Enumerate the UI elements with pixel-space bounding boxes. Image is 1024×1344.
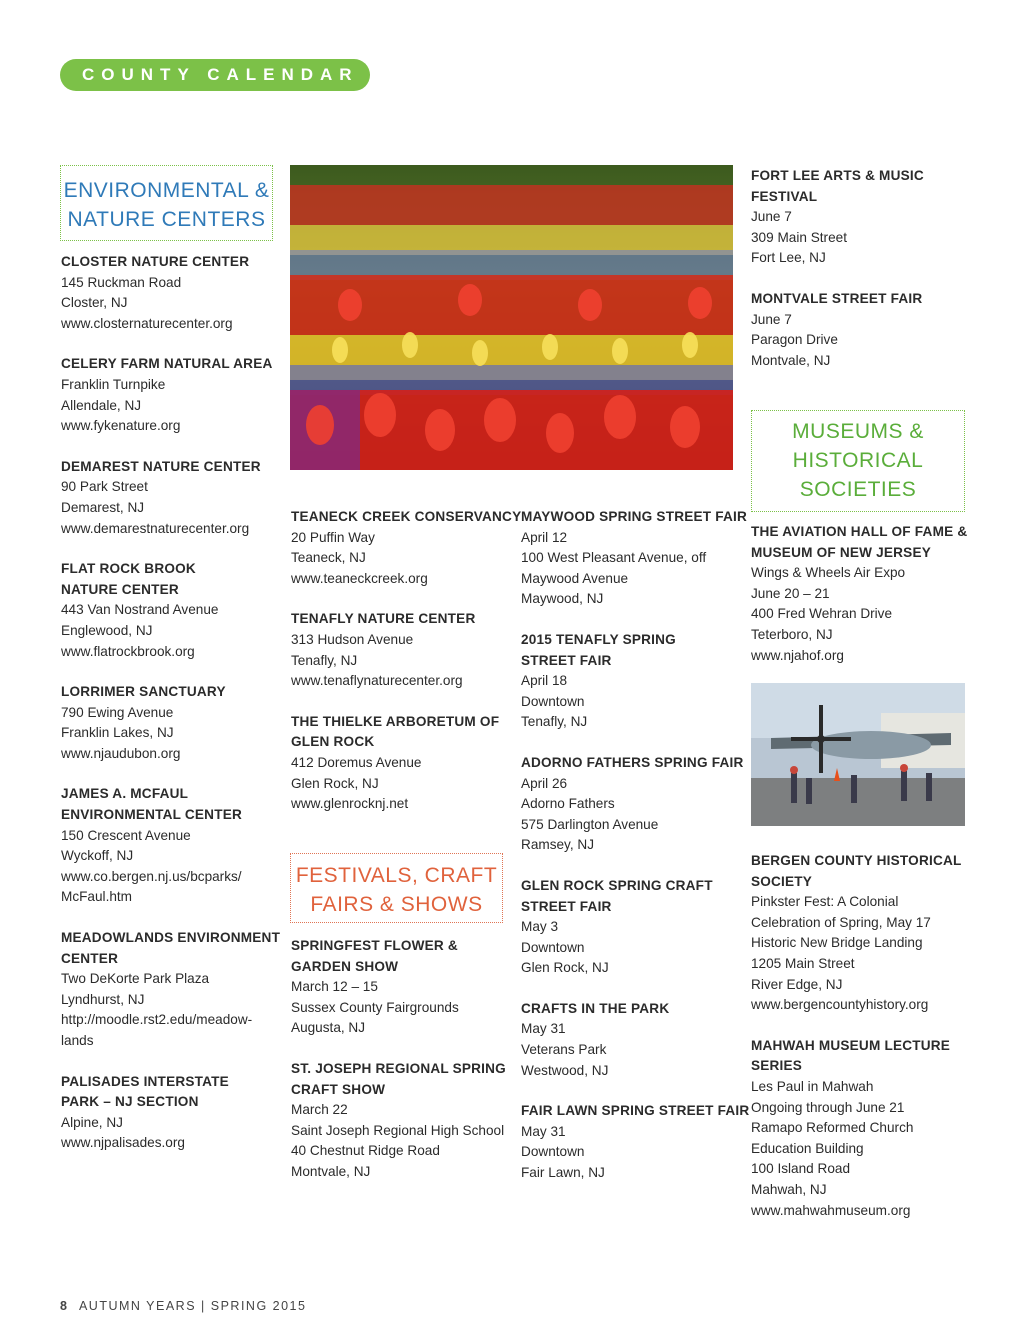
- entry-name: THE THIELKE ARBORETUM OF: [291, 713, 500, 729]
- entry-detail: April 26: [521, 775, 568, 791]
- entry-detail: 412 Doremus Avenue: [291, 754, 422, 770]
- entry-detail: 575 Darlington Avenue: [521, 816, 659, 832]
- entry-detail: Wyckoff, NJ: [61, 848, 134, 864]
- entry-website-link[interactable]: www.njaudubon.org: [61, 745, 181, 761]
- section-museums-historical-societies: [751, 410, 965, 512]
- entry-detail: Fair Lawn, NJ: [521, 1165, 605, 1181]
- entry-detail: June 7: [751, 311, 792, 327]
- entry-detail: Ramsey, NJ: [521, 837, 595, 853]
- entry-detail: 145 Ruckman Road: [61, 274, 182, 290]
- entry-website-link[interactable]: www.teaneckcreek.org: [291, 570, 428, 586]
- entry-detail: Demarest, NJ: [61, 499, 145, 515]
- entry-detail: March 12 – 15: [291, 979, 378, 995]
- entry-website-link[interactable]: www.demarestnaturecenter.org: [61, 520, 250, 536]
- entry-detail: Montvale, NJ: [751, 352, 831, 368]
- entry-detail: Teaneck, NJ: [291, 550, 366, 566]
- entry-detail: Englewood, NJ: [61, 622, 153, 638]
- section-title-line: FESTIVALS, CRAFT: [295, 864, 498, 887]
- county-calendar-banner: COUNTY CALENDAR: [60, 59, 370, 91]
- calendar-entry: [521, 630, 746, 733]
- entry-name: 2015 TENAFLY SPRING: [521, 631, 676, 647]
- tulip-garden-photo: [290, 165, 733, 470]
- entry-detail: Westwood, NJ: [521, 1062, 609, 1078]
- section-title-line: MUSEUMS &: [792, 420, 924, 443]
- entry-detail: Wings & Wheels Air Expo: [751, 565, 906, 581]
- calendar-entry: [751, 1036, 981, 1221]
- column-street-fairs: [521, 507, 750, 1204]
- entry-detail: Allendale, NJ: [61, 397, 142, 413]
- calendar-entry: [61, 682, 281, 764]
- entry-detail: 443 Van Nostrand Avenue: [61, 602, 219, 618]
- entry-detail: Ramapo Reformed Church: [751, 1120, 914, 1136]
- entry-name: FAIR LAWN SPRING STREET FAIR: [521, 1103, 750, 1119]
- entry-website-link[interactable]: www.njahof.org: [751, 647, 844, 663]
- entry-detail: Sussex County Fairgrounds: [291, 999, 459, 1015]
- entry-detail: Fort Lee, NJ: [751, 250, 826, 266]
- calendar-entry: [291, 609, 511, 691]
- entry-detail: Adorno Fathers: [521, 796, 615, 812]
- section-title-line: HISTORICAL: [792, 449, 924, 472]
- entry-detail: Augusta, NJ: [291, 1020, 366, 1036]
- entry-website-link[interactable]: www.fykenature.org: [61, 418, 181, 434]
- entry-detail: Veterans Park: [521, 1042, 607, 1058]
- calendar-entry: [61, 252, 281, 334]
- calendar-entry: [291, 712, 511, 815]
- entry-name: STREET FAIR: [521, 898, 612, 914]
- entry-name: DEMAREST NATURE CENTER: [61, 458, 261, 474]
- entry-name: CELERY FARM NATURAL AREA: [61, 356, 273, 372]
- entry-website-link[interactable]: www.co.bergen.nj.us/bcparks/: [61, 868, 242, 884]
- entry-detail: April 12: [521, 529, 568, 545]
- entry-detail: Two DeKorte Park Plaza: [61, 971, 210, 987]
- calendar-entry: [521, 1101, 750, 1183]
- entry-detail: Pinkster Fest: A Colonial: [751, 894, 899, 910]
- column-nature-continued: [291, 507, 522, 835]
- entry-name: CRAFTS IN THE PARK: [521, 1000, 670, 1016]
- entry-detail: May 31: [521, 1123, 566, 1139]
- entry-website-link[interactable]: www.closternaturecenter.org: [61, 315, 233, 331]
- entry-detail: Montvale, NJ: [291, 1163, 371, 1179]
- calendar-entry: [751, 289, 981, 371]
- entry-detail: 100 West Pleasant Avenue, off: [521, 550, 707, 566]
- column-historical: [751, 851, 981, 1241]
- entry-name: FLAT ROCK BROOK: [61, 561, 196, 577]
- entry-name: FORT LEE ARTS & MUSIC: [751, 168, 924, 183]
- calendar-entry: [291, 507, 522, 589]
- calendar-entry: [751, 522, 981, 666]
- entry-website-link[interactable]: www.bergencountyhistory.org: [751, 997, 929, 1013]
- entry-detail: Saint Joseph Regional High School: [291, 1122, 505, 1138]
- air-expo-photo: [751, 683, 965, 826]
- entry-detail: 150 Crescent Avenue: [61, 827, 191, 843]
- entry-detail: 400 Fred Wehran Drive: [751, 606, 893, 622]
- entry-detail: River Edge, NJ: [751, 976, 843, 992]
- entry-detail: Mahwah, NJ: [751, 1181, 827, 1197]
- entry-detail: Glen Rock, NJ: [291, 775, 379, 791]
- entry-name: ENVIRONMENTAL CENTER: [61, 807, 242, 823]
- entry-website-link[interactable]: www.tenaflynaturecenter.org: [291, 673, 463, 689]
- section-title-line: ENVIRONMENTAL &: [63, 179, 270, 202]
- entry-name: STREET FAIR: [521, 652, 612, 668]
- calendar-entry: [521, 999, 746, 1081]
- entry-name: MAHWAH MUSEUM LECTURE: [751, 1037, 951, 1053]
- entry-detail: Historic New Bridge Landing: [751, 935, 923, 951]
- entry-name: FESTIVAL: [751, 188, 818, 204]
- entry-detail: Maywood, NJ: [521, 591, 604, 607]
- entry-detail: Tenafly, NJ: [521, 714, 588, 730]
- entry-detail: June 20 – 21: [751, 585, 830, 601]
- airplane-image: [751, 683, 965, 826]
- entry-detail: Ongoing through June 21: [751, 1099, 905, 1115]
- entry-detail: 20 Puffin Way: [291, 529, 375, 545]
- calendar-entry: [291, 936, 511, 1039]
- entry-name: ST. JOSEPH REGIONAL SPRING: [291, 1060, 506, 1076]
- entry-name: PARK – NJ SECTION: [61, 1094, 199, 1110]
- entry-detail: Maywood Avenue: [521, 570, 629, 586]
- entry-detail: 40 Chestnut Ridge Road: [291, 1143, 440, 1159]
- section-environmental-nature-centers: [60, 165, 273, 241]
- entry-website-link[interactable]: http://moodle.rst2.edu/meadow-: [61, 1012, 253, 1028]
- column-environmental: [61, 252, 281, 1174]
- entry-name: MUSEUM OF NEW JERSEY: [751, 544, 931, 560]
- entry-website-link[interactable]: www.glenrocknj.net: [291, 796, 409, 812]
- section-title-line: FAIRS & SHOWS: [310, 893, 483, 916]
- entry-detail: 790 Ewing Avenue: [61, 704, 174, 720]
- entry-detail: Alpine, NJ: [61, 1114, 123, 1130]
- entry-detail: Education Building: [751, 1140, 864, 1156]
- entry-detail: Downtown: [521, 1144, 585, 1160]
- entry-name: SPRINGFEST FLOWER &: [291, 938, 458, 953]
- page-number: 8: [60, 1299, 67, 1313]
- entry-detail: Franklin Lakes, NJ: [61, 725, 174, 741]
- calendar-entry: [521, 507, 746, 610]
- entry-name: NATURE CENTER: [61, 581, 179, 597]
- entry-name: GLEN ROCK: [291, 734, 375, 750]
- entry-name: MONTVALE STREET FAIR: [751, 290, 923, 306]
- entry-name: ADORNO FATHERS SPRING FAIR: [521, 754, 744, 770]
- calendar-entry: [521, 876, 746, 979]
- calendar-entry: [291, 1059, 511, 1183]
- entry-detail: May 31: [521, 1021, 566, 1037]
- page-footer: [60, 1299, 306, 1313]
- column-festivals: [291, 936, 511, 1203]
- entry-detail: Glen Rock, NJ: [521, 960, 609, 976]
- section-title-line: NATURE CENTERS: [67, 208, 266, 231]
- section-title-line: SOCIETIES: [799, 478, 917, 501]
- calendar-entry: [61, 784, 281, 908]
- entry-name: CRAFT SHOW: [291, 1081, 386, 1097]
- calendar-entry: [61, 457, 281, 539]
- publication-info: AUTUMN YEARS | SPRING 2015: [78, 1299, 307, 1313]
- calendar-entry: [61, 1072, 281, 1154]
- entry-detail: 313 Hudson Avenue: [291, 631, 414, 647]
- entry-detail: 90 Park Street: [61, 479, 148, 495]
- entry-detail: Celebration of Spring, May 17: [751, 914, 931, 930]
- calendar-entry: [751, 166, 981, 269]
- calendar-entry: [521, 753, 746, 856]
- entry-name: CLOSTER NATURE CENTER: [61, 254, 250, 269]
- entry-detail: 1205 Main Street: [751, 955, 855, 971]
- entry-detail: Downtown: [521, 939, 585, 955]
- entry-detail: lands: [61, 1033, 94, 1048]
- entry-name: SOCIETY: [751, 873, 813, 889]
- entry-name: PALISADES INTERSTATE: [61, 1073, 229, 1089]
- column-aviation: [751, 522, 981, 686]
- entry-detail: 100 Island Road: [751, 1161, 851, 1177]
- calendar-entry: [61, 928, 281, 1052]
- calendar-entry: [61, 354, 281, 436]
- tulips-image: [290, 165, 733, 470]
- entry-name: THE AVIATION HALL OF FAME &: [751, 524, 968, 539]
- entry-detail: McFaul.htm: [61, 889, 133, 905]
- entry-name: CENTER: [61, 950, 119, 966]
- column-june-festivals: [751, 166, 981, 391]
- entry-name: GLEN ROCK SPRING CRAFT: [521, 877, 713, 893]
- entry-detail: April 18: [521, 673, 568, 689]
- entry-detail: Lyndhurst, NJ: [61, 991, 145, 1007]
- entry-name: TENAFLY NATURE CENTER: [291, 611, 476, 627]
- entry-name: TEANECK CREEK CONSERVANCY: [291, 509, 522, 524]
- entry-detail: Les Paul in Mahwah: [751, 1078, 874, 1094]
- entry-name: MEADOWLANDS ENVIRONMENT: [61, 930, 281, 946]
- entry-name: LORRIMER SANCTUARY: [61, 684, 226, 700]
- section-festivals-craft-fairs: [290, 853, 503, 923]
- entry-name: BERGEN COUNTY HISTORICAL: [751, 853, 962, 868]
- entry-detail: Teterboro, NJ: [751, 626, 833, 642]
- calendar-entry: [751, 851, 981, 1016]
- calendar-entry: [61, 559, 281, 662]
- entry-detail: Closter, NJ: [61, 295, 128, 311]
- entry-website-link[interactable]: www.flatrockbrook.org: [61, 643, 195, 659]
- entry-website-link[interactable]: www.njpalisades.org: [61, 1135, 185, 1151]
- entry-detail: Franklin Turnpike: [61, 376, 166, 392]
- entry-detail: May 3: [521, 919, 559, 935]
- entry-detail: March 22: [291, 1102, 348, 1118]
- entry-name: JAMES A. MCFAUL: [61, 786, 189, 802]
- entry-name: MAYWOOD SPRING STREET FAIR: [521, 509, 747, 524]
- entry-detail: Tenafly, NJ: [291, 652, 358, 668]
- entry-detail: 309 Main Street: [751, 229, 847, 245]
- entry-name: SERIES: [751, 1058, 803, 1074]
- entry-detail: Paragon Drive: [751, 332, 838, 348]
- entry-website-link[interactable]: www.mahwahmuseum.org: [751, 1202, 911, 1218]
- entry-detail: June 7: [751, 209, 792, 225]
- entry-name: GARDEN SHOW: [291, 958, 399, 974]
- entry-detail: Downtown: [521, 693, 585, 709]
